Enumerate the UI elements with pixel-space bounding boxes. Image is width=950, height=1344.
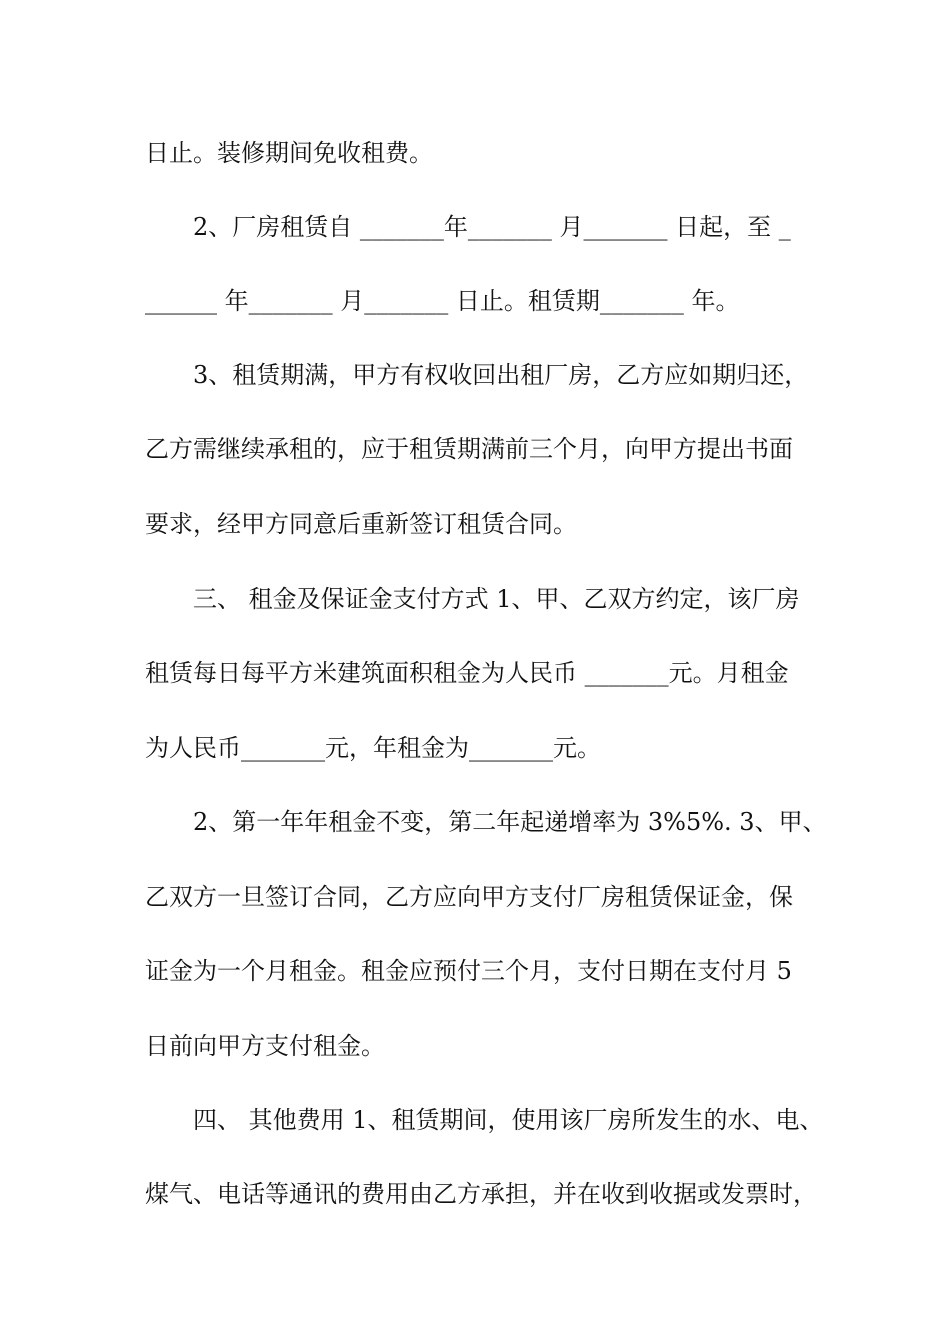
text-line-2: 2、厂房租赁自 _______年_______ 月_______ 日起，至 _ (193, 213, 791, 241)
text-line-4: 3、租赁期满，甲方有权收回出租厂房，乙方应如期归还， (193, 361, 809, 389)
text-line-14: 四、 其他费用 1、租赁期间，使用该厂房所发生的水、电、 (193, 1106, 824, 1134)
text-line-6: 要求，经甲方同意后重新签订租赁合同。 (145, 510, 577, 538)
text-line-7: 三、 租金及保证金支付方式 1、甲、乙双方约定，该厂房 (193, 585, 800, 613)
text-line-15: 煤气、电话等通讯的费用由乙方承担，并在收到收据或发票时， (145, 1180, 817, 1208)
text-line-9: 为人民币_______元，年租金为_______元。 (145, 734, 601, 762)
text-line-8: 租赁每日每平方米建筑面积租金为人民币 _______元。月租金 (145, 659, 789, 687)
text-line-13: 日前向甲方支付租金。 (145, 1032, 385, 1060)
text-line-12: 证金为一个月租金。租金应预付三个月，支付日期在支付月 5 (145, 957, 792, 985)
text-line-1: 日止。装修期间免收租费。 (145, 139, 433, 167)
text-line-5: 乙方需继续承租的，应于租赁期满前三个月，向甲方提出书面 (145, 435, 793, 463)
text-line-3: ______ 年_______ 月_______ 日止。租赁期_______ 年。 (145, 287, 740, 315)
text-line-10: 2、第一年年租金不变，第二年起递增率为 3%5%. 3、甲、 (193, 808, 827, 836)
text-line-11: 乙双方一旦签订合同，乙方应向甲方支付厂房租赁保证金，保 (145, 883, 793, 911)
